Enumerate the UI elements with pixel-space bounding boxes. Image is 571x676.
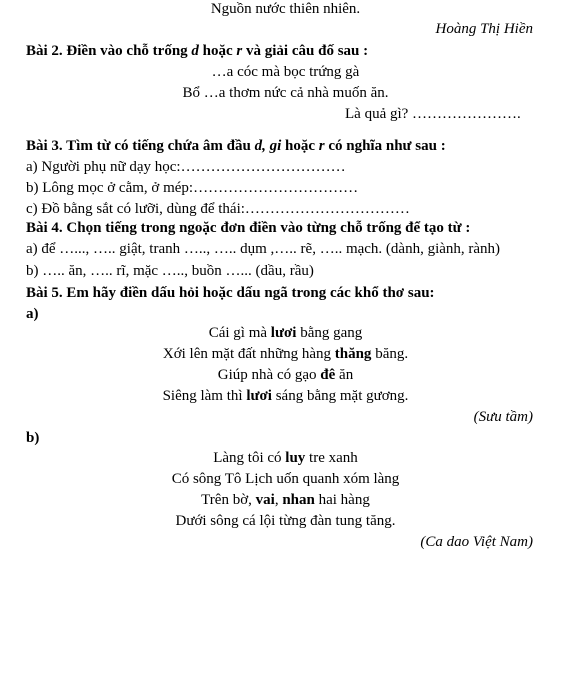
poem-a-line-1 [0, 324, 571, 342]
bai5-heading: Bài 5. Em hãy điền dấu hỏi hoặc dấu ngã trong các khổ thơ sau: [26, 285, 435, 301]
bai5-part-a-label: a) [26, 306, 39, 322]
poem-a-line-3 [0, 366, 571, 384]
bai2-riddle-line-2: Bổ …a thơm nức cả nhà muốn ăn. [182, 85, 389, 101]
bai3-heading [26, 137, 446, 155]
poem-b-line-3-blank-word-1: vai [255, 492, 275, 508]
poem-b-line-1-pre: Làng tôi có [213, 450, 286, 466]
poem-a-line-1-pre: Cái gì mà [208, 325, 271, 341]
poem-a-line-3-blank-word: đê [320, 367, 336, 383]
bai2-heading-part-b: hoặc [198, 43, 237, 59]
bai3-heading-letters-d-gi: d, gi [254, 138, 282, 154]
poem-b-line-3-blank-word-2: nhan [282, 492, 315, 508]
poem-a-line-2 [0, 345, 571, 363]
bai3-item-c: c) Đồ bằng sắt có lưỡi, dùng để thái:…………………………… [26, 201, 410, 217]
bai4-item-b: b) ….. ăn, ….. rĩ, mặc ….., buồn …... (dầu, rầu) [26, 263, 314, 279]
poem-a-line-1-blank-word: lươi [270, 325, 297, 341]
bai5-part-b-label: b) [26, 430, 40, 446]
poem-a-line-1-post: bằng gang [296, 325, 363, 341]
bai3-item-a: a) Người phụ nữ dạy học:…………………………… [26, 159, 346, 175]
poem-b-line-3-post: hai hàng [314, 492, 370, 508]
bai4-item-a: a) để …..., ….. giật, tranh ….., ….. dụm ,….. rẽ, ….. mạch. (dành, giành, rành) [26, 241, 501, 257]
bai3-heading-part-a: Bài 3. Tìm từ có tiếng chứa âm đầu [26, 138, 255, 154]
bai2-heading-letter-r: r [236, 43, 243, 59]
poem-b-line-1 [0, 449, 571, 467]
poem-b-line-3-pre: Trên bờ, [201, 492, 256, 508]
bai2-heading-part-c: và giải câu đố sau : [242, 43, 369, 59]
intro-last-line: Nguồn nước thiên nhiên. [210, 1, 361, 17]
poem-a-source: (Sưu tầm) [473, 409, 533, 425]
bai3-item-b: b) Lông mọc ở cằm, ở mép:…………………………… [26, 180, 359, 196]
poem-b-line-3-mid: , [274, 492, 283, 508]
bai2-heading [26, 42, 368, 60]
bai3-heading-letter-r: r [318, 138, 325, 154]
bai3-heading-part-c: có nghĩa như sau : [324, 138, 446, 154]
bai2-heading-letter-d: d [191, 43, 199, 59]
poem-b-source: (Ca dao Việt Nam) [420, 534, 533, 550]
poem-b-line-4: Dưới sông cá lội từng đàn tung tăng. [175, 513, 396, 529]
poem-a-line-2-pre: Xới lên mặt đất những hàng [162, 346, 335, 362]
intro-author: Hoàng Thị Hiền [435, 21, 533, 37]
bai2-heading-part-a: Bài 2. Điền vào chỗ trống [26, 43, 192, 59]
poem-a-line-4-post: sáng bằng mặt gương. [271, 388, 409, 404]
poem-b-line-3 [0, 491, 571, 509]
poem-a-line-4 [0, 387, 571, 405]
poem-a-line-3-post: ăn [335, 367, 354, 383]
bai2-riddle-line-1: …a cóc mà bọc trứng gà [211, 64, 360, 80]
poem-b-line-2: Có sông Tô Lịch uốn quanh xóm làng [171, 471, 400, 487]
poem-b-line-1-blank-word: luy [285, 450, 306, 466]
bai3-heading-part-b: hoặc [281, 138, 319, 154]
poem-a-line-2-blank-word: thăng [334, 346, 372, 362]
poem-b-line-1-post: tre xanh [305, 450, 358, 466]
poem-a-line-2-post: băng. [371, 346, 409, 362]
poem-a-line-4-blank-word: lươi [246, 388, 272, 404]
bai4-heading: Bài 4. Chọn tiếng trong ngoặc đơn điền vào từng chỗ trống để tạo từ : [26, 220, 471, 236]
bai2-riddle-line-3: Là quả gì? …………………. [345, 106, 521, 122]
poem-a-line-4-pre: Siêng làm thì [162, 388, 247, 404]
poem-a-line-3-pre: Giúp nhà có gạo [217, 367, 321, 383]
